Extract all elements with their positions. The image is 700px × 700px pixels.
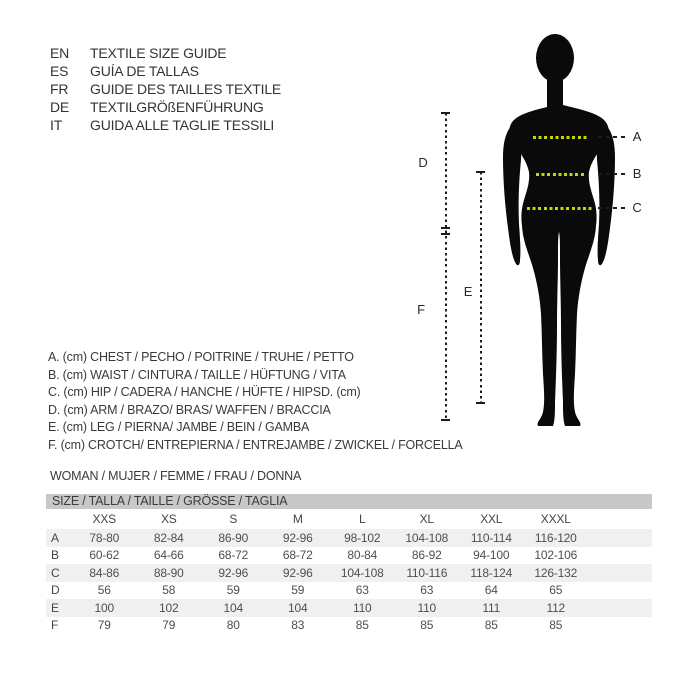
size-value-cell: 110-114 — [470, 530, 512, 545]
measure-row-label: A — [51, 530, 59, 545]
size-value-cell: 112 — [546, 600, 566, 615]
size-value-cell: 80-84 — [347, 548, 378, 563]
chest-measure-line — [533, 136, 588, 139]
size-value-cell: 68-72 — [282, 548, 313, 563]
size-value-cell: 104 — [288, 600, 308, 615]
size-value-cell: 80 — [226, 618, 240, 633]
size-table-body — [46, 529, 652, 634]
leg-line-bottom-tick — [476, 402, 485, 404]
size-column-header: XXS — [92, 512, 116, 526]
hip-measure-line — [527, 207, 592, 210]
size-value-cell: 82-84 — [153, 530, 184, 545]
size-value-cell: 85 — [355, 618, 369, 633]
measure-label-b: B — [632, 166, 642, 181]
size-table-header-bar: SIZE / TALLA / TAILLE / GRÖSSE / TAGLIA — [46, 494, 652, 509]
measure-label-a: A — [632, 129, 642, 144]
size-value-cell: 85 — [549, 618, 563, 633]
size-value-cell: 59 — [291, 583, 305, 598]
size-column-header: S — [229, 512, 238, 526]
size-value-cell: 78-80 — [89, 530, 120, 545]
language-code: FR — [50, 81, 69, 97]
size-value-cell: 64-66 — [153, 548, 184, 563]
measure-label-e: E — [463, 284, 473, 299]
size-column-header: L — [359, 512, 366, 526]
size-value-cell: 102 — [159, 600, 179, 615]
size-table-row — [46, 617, 652, 635]
size-value-cell: 92-96 — [218, 565, 249, 580]
size-value-cell: 59 — [226, 583, 240, 598]
size-value-cell: 100 — [94, 600, 114, 615]
measure-legend — [48, 349, 462, 454]
size-value-cell: 56 — [97, 583, 111, 598]
crotch-line-top-tick — [441, 233, 450, 235]
size-value-cell: 116-120 — [534, 530, 577, 545]
size-value-cell: 83 — [291, 618, 305, 633]
size-table-row — [46, 529, 652, 547]
language-code: IT — [50, 117, 63, 133]
hip-label-leader-line — [598, 207, 626, 209]
size-value-cell: 126-132 — [534, 565, 578, 580]
measure-row-label: E — [51, 600, 59, 615]
chest-label-leader-line — [598, 136, 626, 138]
guide-title: GUÍA DE TALLAS — [90, 63, 199, 79]
measure-legend-line: F. (cm) CROTCH/ ENTREPIERNA / ENTREJAMBE / ZWICKEL / FORCELLA — [48, 437, 463, 452]
measure-row-label: B — [51, 548, 59, 563]
size-table-row — [46, 599, 652, 617]
guide-title: TEXTILGRÖßENFÜHRUNG — [90, 99, 264, 115]
size-value-cell: 110 — [417, 600, 437, 615]
size-column-header: XXL — [480, 512, 503, 526]
size-value-cell: 104 — [223, 600, 243, 615]
guide-title: TEXTILE SIZE GUIDE — [90, 45, 227, 61]
silhouette-neck — [547, 72, 563, 110]
arm-line-top-tick — [441, 112, 450, 114]
size-value-cell: 118-124 — [470, 565, 513, 580]
arm-line-bottom-tick — [441, 227, 450, 229]
size-value-cell: 98-102 — [344, 530, 381, 545]
size-value-cell: 85 — [420, 618, 434, 633]
woman-silhouette-figure — [485, 30, 635, 430]
size-value-cell: 85 — [484, 618, 498, 633]
size-value-cell: 60-62 — [89, 548, 120, 563]
size-value-cell: 64 — [484, 583, 498, 598]
size-table-column-header-row — [46, 509, 652, 529]
waist-label-leader-line — [598, 173, 626, 175]
silhouette-left-arm — [503, 126, 521, 265]
size-value-cell: 63 — [355, 583, 369, 598]
measure-label-f: F — [417, 302, 425, 317]
size-value-cell: 58 — [162, 583, 176, 598]
language-title-row — [50, 44, 281, 62]
measure-legend-line: B. (cm) WAIST / CINTURA / TAILLE / HÜFTUNG / VITA — [48, 367, 346, 382]
size-value-cell: 102-106 — [534, 548, 578, 563]
size-value-cell: 63 — [420, 583, 434, 598]
size-value-cell: 86-90 — [218, 530, 249, 545]
measure-row-label: C — [51, 565, 60, 580]
language-title-list — [50, 44, 281, 134]
guide-title: GUIDA ALLE TAGLIE TESSILI — [90, 117, 275, 133]
silhouette-right-arm — [597, 126, 615, 265]
measure-row-label: D — [51, 583, 60, 598]
language-title-row — [50, 98, 281, 116]
guide-title: GUIDE DES TAILLES TEXTILE — [90, 81, 282, 97]
measure-label-d: D — [418, 155, 428, 170]
size-value-cell: 104-108 — [405, 530, 449, 545]
size-value-cell: 92-96 — [282, 565, 313, 580]
language-title-row — [50, 116, 281, 134]
leg-measure-line — [480, 172, 482, 404]
language-code: ES — [50, 63, 69, 79]
language-title-row — [50, 80, 281, 98]
size-value-cell: 68-72 — [218, 548, 249, 563]
size-value-cell: 86-92 — [411, 548, 442, 563]
language-code: DE — [50, 99, 70, 115]
size-table-row — [46, 564, 652, 582]
silhouette-torso-legs — [509, 104, 608, 426]
measure-legend-line: A. (cm) CHEST / PECHO / POITRINE / TRUHE / PETTO — [48, 350, 354, 364]
size-value-cell: 104-108 — [340, 565, 384, 580]
waist-measure-line — [536, 173, 584, 176]
size-value-cell: 110-116 — [406, 565, 448, 580]
size-column-header: XS — [160, 512, 177, 526]
size-value-cell: 65 — [549, 583, 563, 598]
size-column-header: XL — [419, 512, 434, 526]
size-column-header: M — [292, 512, 303, 526]
size-table-row — [46, 582, 652, 600]
size-value-cell: 110 — [352, 600, 372, 615]
size-table-row — [46, 547, 652, 565]
measure-legend-line: D. (cm) ARM / BRAZO/ BRAS/ WAFFEN / BRACCIA — [48, 402, 331, 417]
leg-line-top-tick — [476, 171, 485, 173]
size-value-cell: 79 — [97, 618, 111, 633]
measure-legend-line: E. (cm) LEG / PIERNA/ JAMBE / BEIN / GAMBA — [48, 420, 310, 434]
size-value-cell: 79 — [162, 618, 176, 633]
size-value-cell: 92-96 — [282, 530, 313, 545]
measure-label-c: C — [632, 200, 642, 215]
size-column-header: XXXL — [540, 512, 571, 526]
language-code: EN — [50, 45, 70, 61]
size-value-cell: 94-100 — [473, 548, 510, 563]
gender-label: WOMAN / MUJER / FEMME / FRAU / DONNA — [50, 469, 302, 483]
language-title-row — [50, 62, 281, 80]
measure-legend-line: C. (cm) HIP / CADERA / HANCHE / HÜFTE / HIPSD. (cm) — [48, 385, 361, 399]
size-value-cell: 84-86 — [89, 565, 120, 580]
measure-row-label: F — [51, 618, 59, 633]
size-table — [46, 494, 652, 634]
size-value-cell: 111 — [482, 600, 501, 615]
size-value-cell: 88-90 — [153, 565, 184, 580]
